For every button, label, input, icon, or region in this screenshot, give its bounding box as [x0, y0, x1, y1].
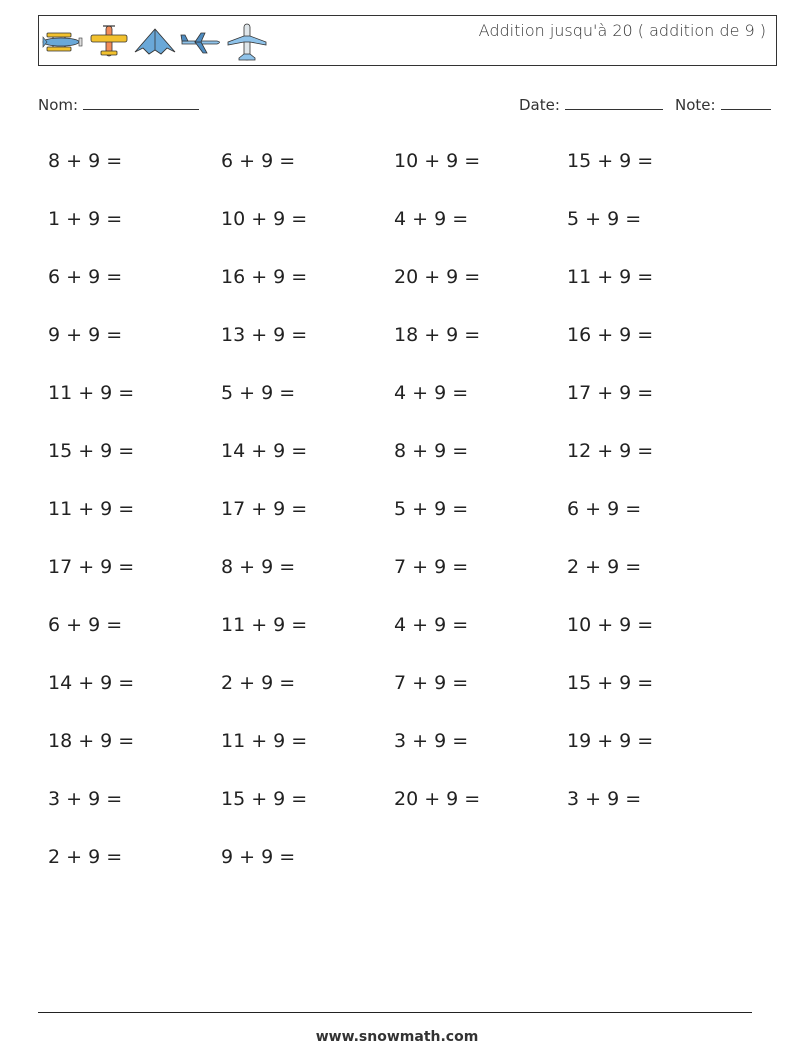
addition-problem: 7 + 9 = [394, 556, 469, 578]
addition-problem: 15 + 9 = [221, 788, 308, 810]
icon-strip [41, 20, 269, 64]
addition-problem: 11 + 9 = [221, 614, 308, 636]
addition-problem: 8 + 9 = [48, 150, 123, 172]
worksheet-title: Addition jusqu'à 20 ( addition de 9 ) [478, 21, 766, 40]
name-label: Nom: [38, 96, 79, 114]
addition-problem: 11 + 9 = [48, 382, 135, 404]
addition-problem: 17 + 9 = [567, 382, 654, 404]
note-field [675, 93, 771, 114]
footer-divider [38, 1012, 752, 1013]
passenger-plane-icon [225, 22, 269, 62]
name-blank[interactable] [83, 93, 199, 110]
addition-problem: 20 + 9 = [394, 266, 481, 288]
addition-problem: 4 + 9 = [394, 382, 469, 404]
name-field [38, 93, 199, 114]
addition-problem: 1 + 9 = [48, 208, 123, 230]
addition-problem: 3 + 9 = [48, 788, 123, 810]
addition-problem: 11 + 9 = [567, 266, 654, 288]
worksheet-header [38, 15, 777, 66]
addition-problem: 6 + 9 = [48, 266, 123, 288]
addition-problem: 15 + 9 = [48, 440, 135, 462]
addition-problem: 15 + 9 = [567, 150, 654, 172]
biplane-icon [41, 22, 85, 62]
addition-problem: 14 + 9 = [221, 440, 308, 462]
addition-problem: 6 + 9 = [567, 498, 642, 520]
addition-problem: 5 + 9 = [221, 382, 296, 404]
addition-problem: 11 + 9 = [221, 730, 308, 752]
addition-problem: 10 + 9 = [567, 614, 654, 636]
footer-website: www.snowmath.com [315, 1029, 479, 1045]
date-field [519, 93, 663, 114]
note-label: Note: [675, 96, 716, 114]
addition-problem: 2 + 9 = [567, 556, 642, 578]
addition-problem: 4 + 9 = [394, 614, 469, 636]
addition-problem: 16 + 9 = [567, 324, 654, 346]
addition-problem: 16 + 9 = [221, 266, 308, 288]
addition-problem: 17 + 9 = [48, 556, 135, 578]
addition-problem: 8 + 9 = [221, 556, 296, 578]
addition-problem: 9 + 9 = [48, 324, 123, 346]
date-blank[interactable] [565, 93, 663, 110]
addition-problem: 20 + 9 = [394, 788, 481, 810]
addition-problem: 13 + 9 = [221, 324, 308, 346]
addition-problem: 6 + 9 = [221, 150, 296, 172]
addition-problem: 14 + 9 = [48, 672, 135, 694]
addition-problem: 6 + 9 = [48, 614, 123, 636]
addition-problem: 15 + 9 = [567, 672, 654, 694]
addition-problem: 3 + 9 = [394, 730, 469, 752]
addition-problem: 3 + 9 = [567, 788, 642, 810]
note-blank[interactable] [721, 93, 771, 110]
addition-problem: 11 + 9 = [48, 498, 135, 520]
addition-problem: 8 + 9 = [394, 440, 469, 462]
addition-problem: 5 + 9 = [394, 498, 469, 520]
addition-problem: 19 + 9 = [567, 730, 654, 752]
addition-problem: 17 + 9 = [221, 498, 308, 520]
propeller-plane-icon [87, 22, 131, 62]
addition-problem: 5 + 9 = [567, 208, 642, 230]
addition-problem: 12 + 9 = [567, 440, 654, 462]
date-label: Date: [519, 96, 560, 114]
addition-problem: 2 + 9 = [48, 846, 123, 868]
addition-problem: 7 + 9 = [394, 672, 469, 694]
addition-problem: 2 + 9 = [221, 672, 296, 694]
stealth-bomber-icon [133, 22, 177, 62]
addition-problem: 18 + 9 = [394, 324, 481, 346]
addition-problem: 10 + 9 = [394, 150, 481, 172]
addition-problem: 9 + 9 = [221, 846, 296, 868]
addition-problem: 4 + 9 = [394, 208, 469, 230]
addition-problem: 18 + 9 = [48, 730, 135, 752]
jet-airliner-icon [179, 22, 223, 62]
addition-problem: 10 + 9 = [221, 208, 308, 230]
